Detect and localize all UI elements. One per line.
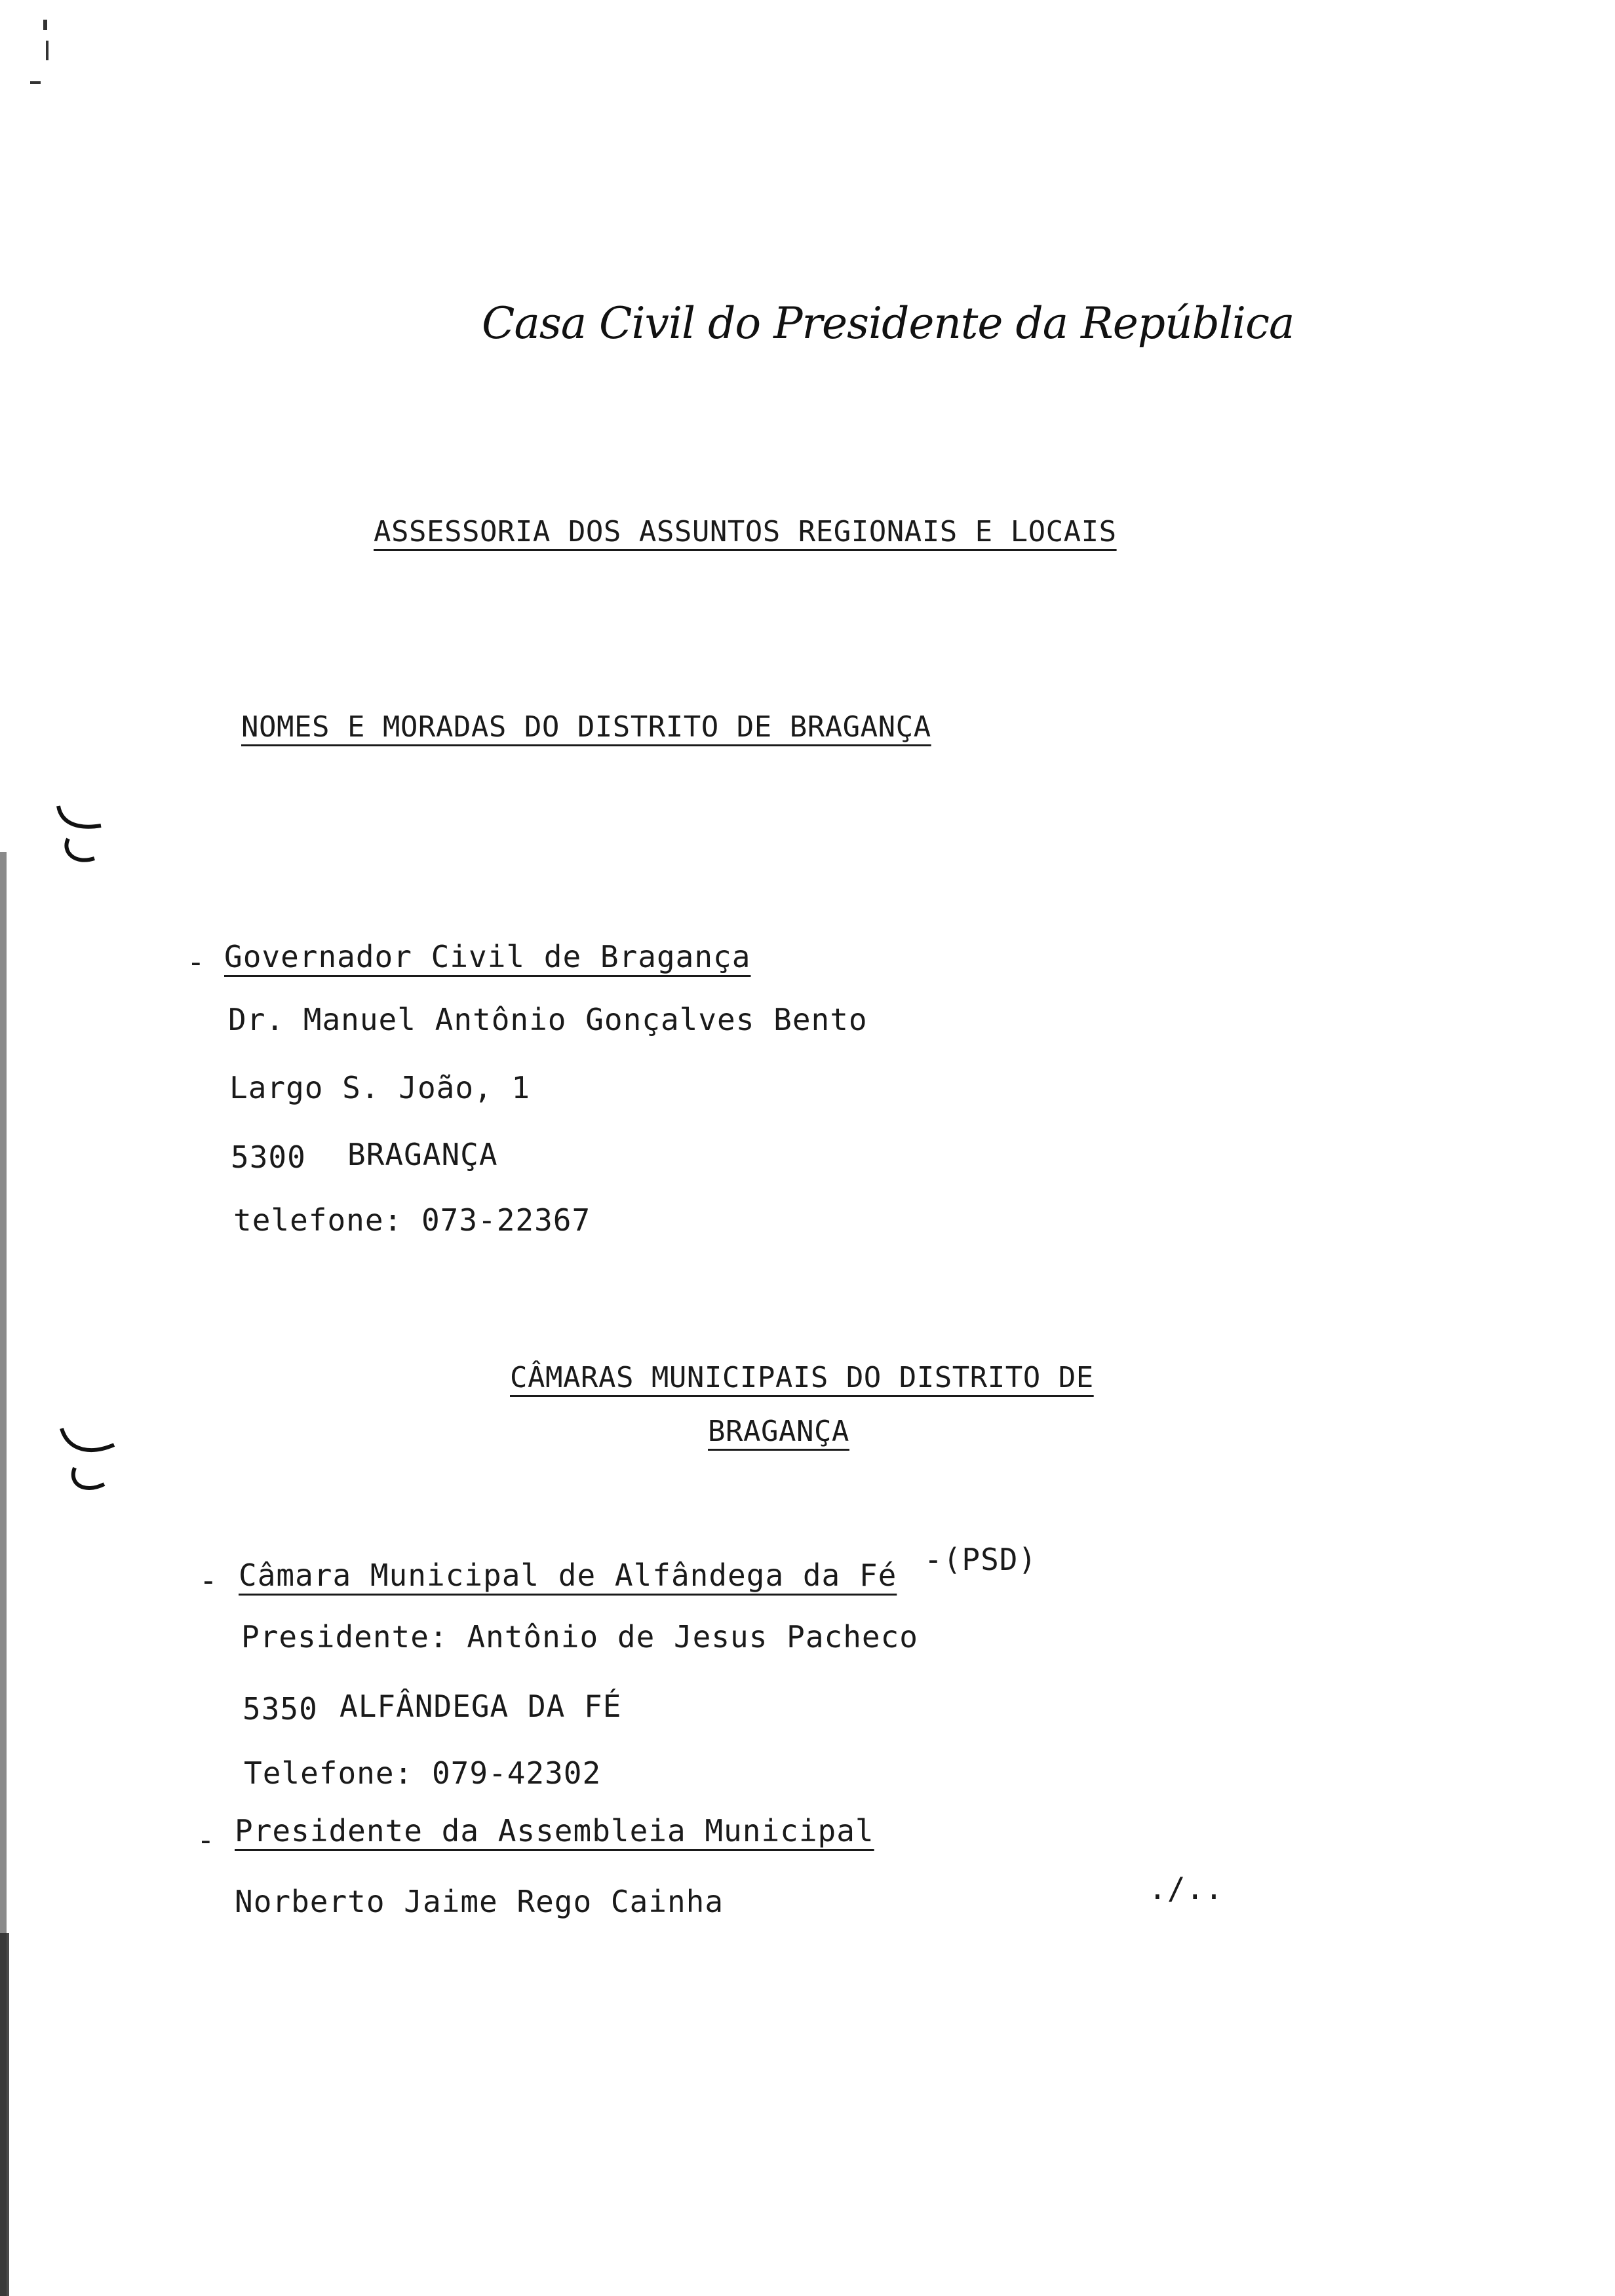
assembly-name: Norberto Jaime Rego Cainha [235, 1884, 724, 1919]
assembly-dash: - [197, 1822, 216, 1858]
letterhead-title: Casa Civil do Presidente da República [482, 298, 1294, 349]
governor-dash: - [187, 944, 206, 980]
corner-speck [43, 20, 47, 30]
corner-speck [30, 81, 41, 84]
camara-president: Presidente: Antônio de Jesus Pacheco [241, 1619, 918, 1655]
governor-name: Dr. Manuel Antônio Gonçalves Bento [228, 1002, 868, 1037]
camara-city: ALFÂNDEGA DA FÉ [340, 1689, 622, 1724]
punch-hole-mark [49, 799, 121, 878]
scan-left-edge-dark [0, 1933, 9, 2296]
camara-party: -(PSD) [924, 1542, 1038, 1577]
office-heading: ASSESSORIA DOS ASSUNTOS REGIONAIS E LOCAIS [374, 515, 1117, 548]
section-heading-line2: BRAGANÇA [708, 1415, 849, 1448]
punch-hole-mark [55, 1422, 127, 1501]
governor-city: BRAGANÇA [347, 1137, 498, 1172]
camara-phone: Telefone: 079-42302 [244, 1755, 602, 1791]
continuation-mark: ./.. [1148, 1871, 1224, 1906]
assembly-title: Presidente da Assembleia Municipal [235, 1813, 874, 1848]
corner-speck [46, 41, 49, 60]
camara-dash: - [199, 1563, 218, 1598]
governor-title: Governador Civil de Bragança [224, 939, 751, 974]
section-heading-line1: CÂMARAS MUNICIPAIS DO DISTRITO DE [510, 1361, 1094, 1394]
governor-street: Largo S. João, 1 [229, 1070, 531, 1105]
camara-postal-code: 5350 [243, 1691, 318, 1727]
camara-title: Câmara Municipal de Alfândega da Fé [239, 1558, 897, 1593]
list-heading: NOMES E MORADAS DO DISTRITO DE BRAGANÇA [241, 710, 931, 744]
governor-phone: telefone: 073-22367 [233, 1202, 591, 1238]
governor-postal-code: 5300 [231, 1139, 306, 1175]
